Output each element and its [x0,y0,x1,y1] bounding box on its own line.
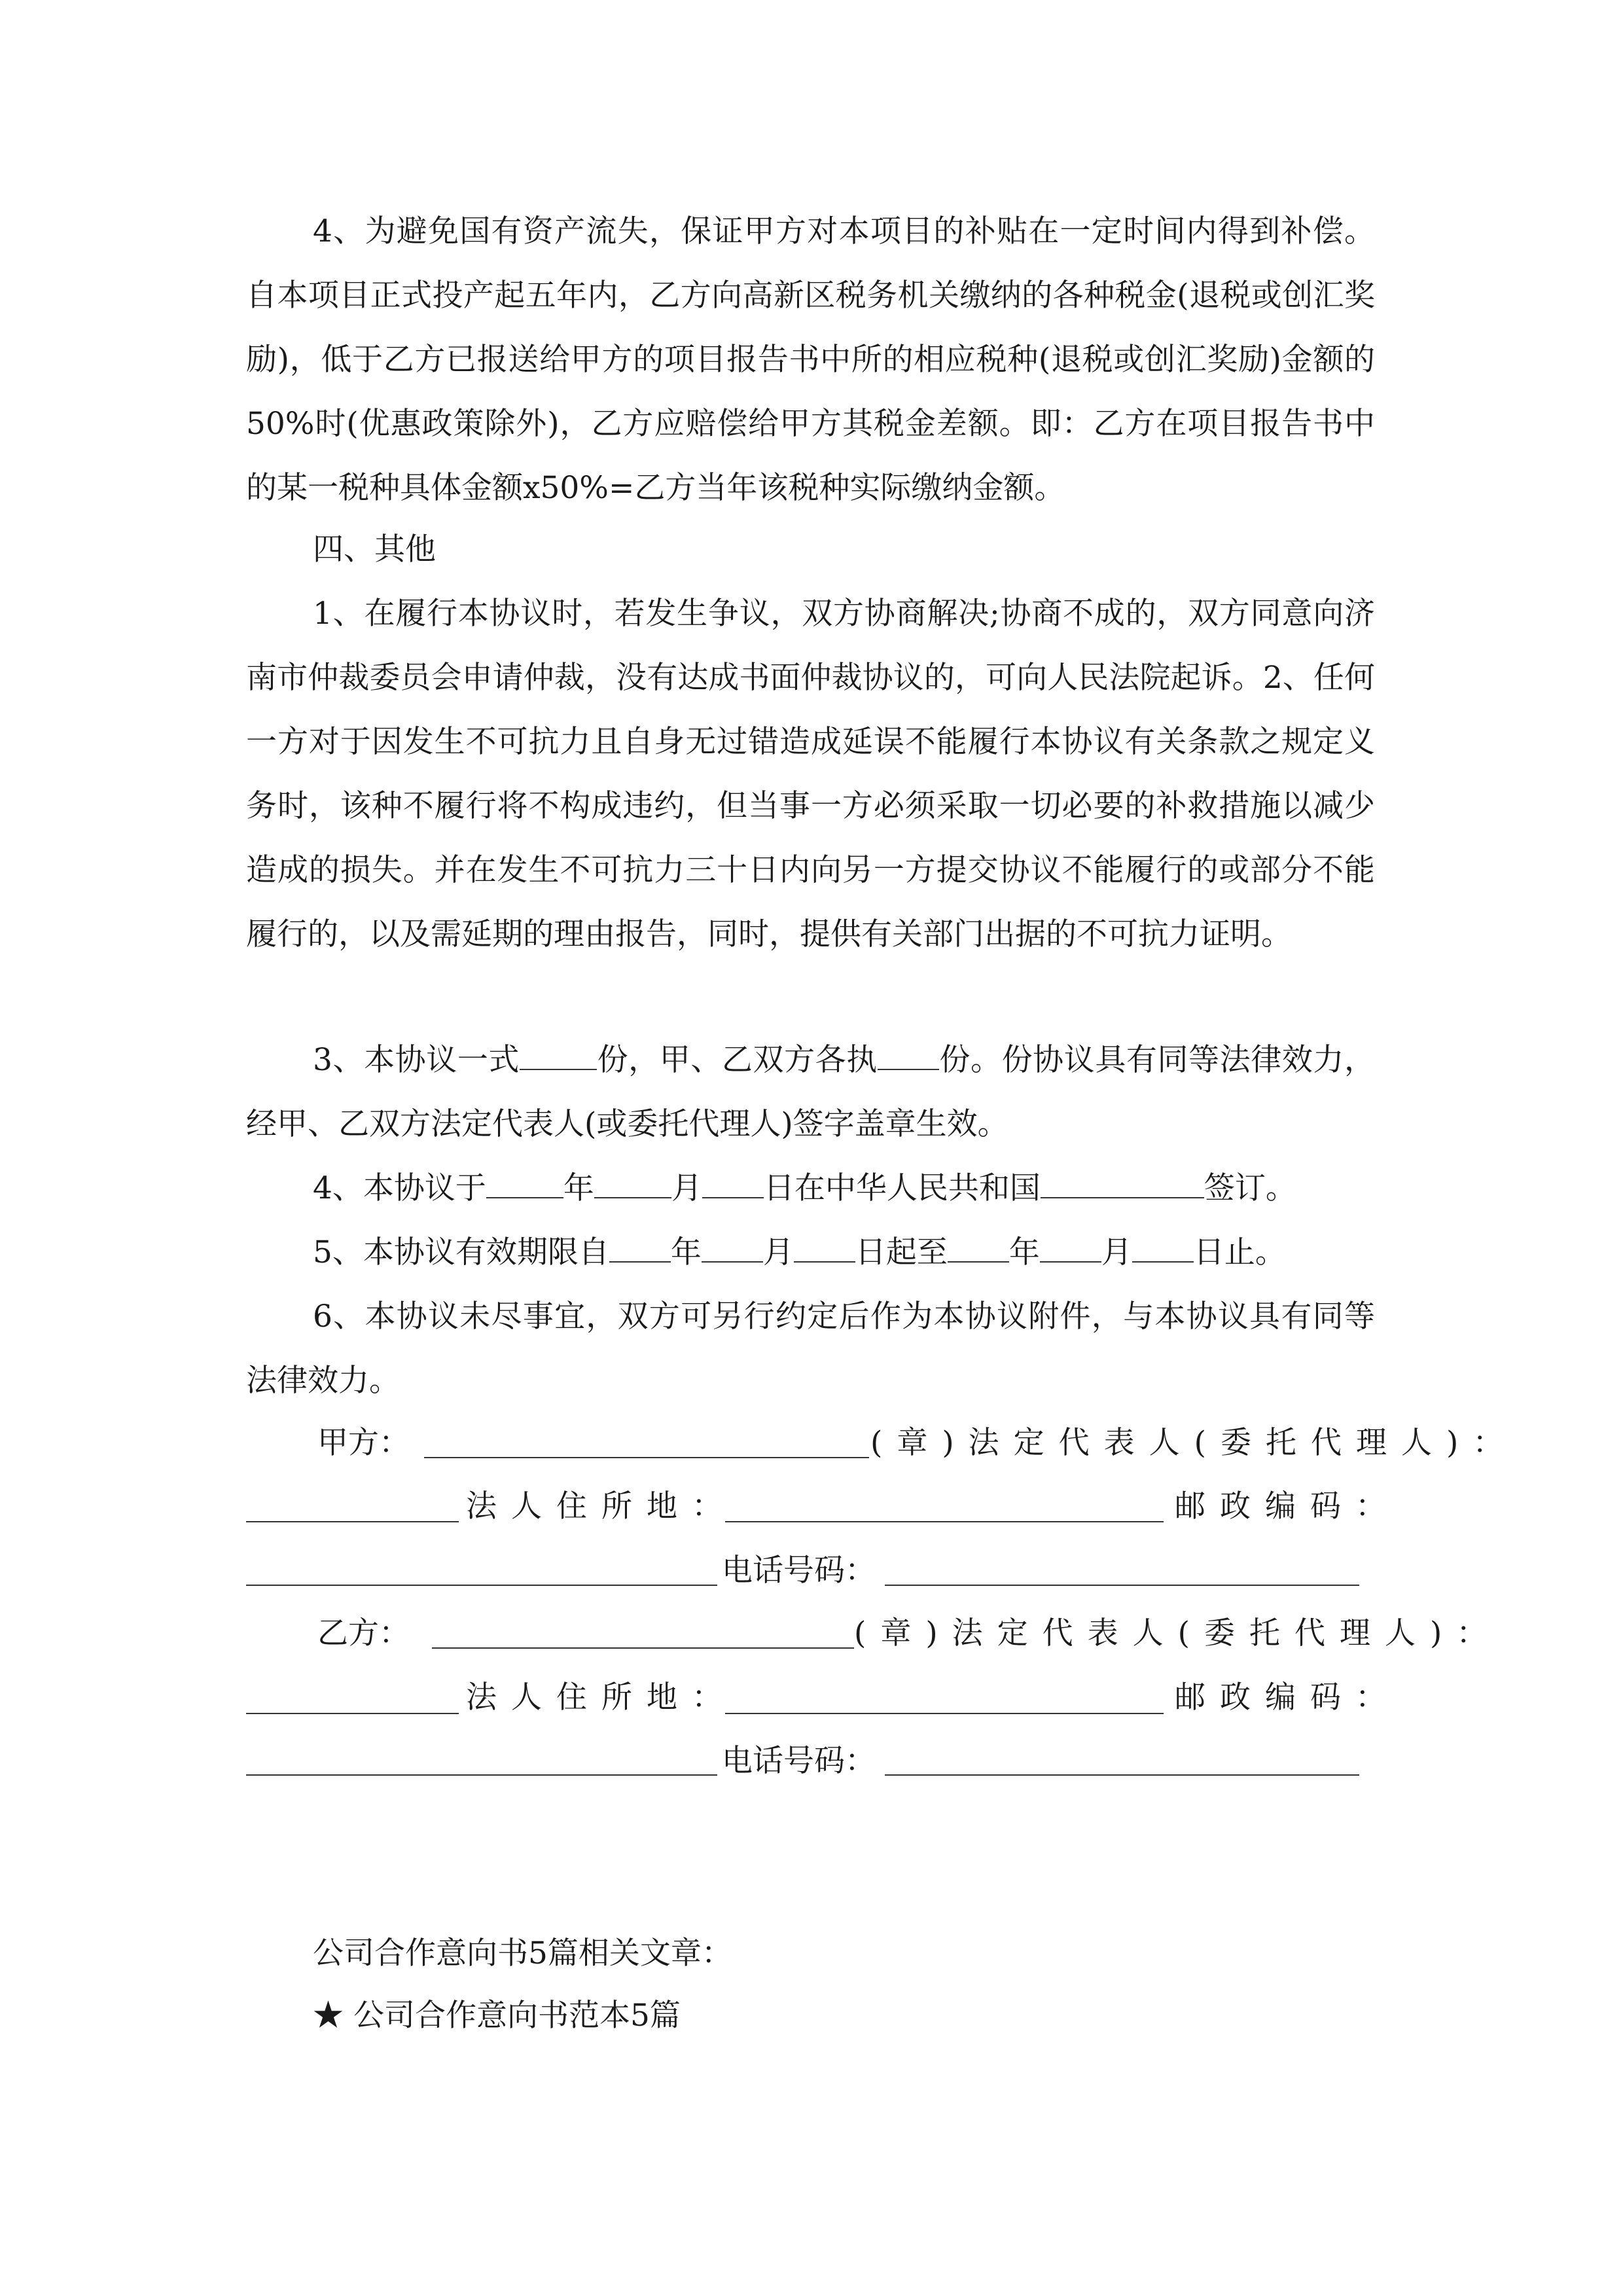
start-month-label: 月 [762,1234,794,1270]
signing-day-label: 日在中华人民共和国 [763,1170,1041,1206]
party-b-rep-field[interactable] [246,1713,459,1714]
party-b-postcode-field[interactable] [246,1774,717,1776]
end-year-label: 年 [1008,1234,1040,1270]
party-a-rep-field[interactable] [246,1521,459,1522]
section-heading-other [246,518,1375,582]
start-day-label: 日起至 [855,1234,948,1270]
party-b-rep-label: (章)法定代表人(委托代理人)： [854,1615,1502,1651]
section-heading-text: 四、其他 [313,531,436,567]
party-b-name-field[interactable] [432,1647,854,1649]
party-a-name-field[interactable] [424,1457,869,1458]
party-b-address-label: 法人住所地： [466,1679,737,1715]
party-b-address-field[interactable] [725,1713,1164,1714]
copies-paragraph [246,1028,1375,1157]
end-day-blank[interactable] [1132,1229,1194,1263]
signing-end-label: 签订。 [1204,1170,1296,1206]
party-a-rep-label: (章)法定代表人(委托代理人)： [870,1425,1518,1461]
copies-text-a: 3、本协议一式 [313,1042,520,1078]
dispute-text: 1、在履行本协议时，若发生争议，双方协商解决;协商不成的，双方同意向济南市仲裁委员会申请仲裁，没有达成书面仲裁协议的，可向人民法院起诉。2、任何一方对于因发生不可抗力且自身无过错造成延误不能履行本协议有关条款之规定义务时，该种不履行将不构成违约，但当事一方必须采取一切必要的补救措施以减少造成的损失。并在发生不可抗力三十日内向另一方提交协议不能履行的或部分不能履行的，以及需延期的理由报告，同时，提供有关部门出据的不可抗力证明。 [246,596,1375,952]
signing-text-a: 4、本协议于 [313,1170,486,1206]
start-year-label: 年 [670,1234,702,1270]
party-a-label: 甲方： [317,1425,410,1461]
start-month-blank[interactable] [702,1229,763,1263]
end-month-blank[interactable] [1040,1229,1101,1263]
party-a-phone-label: 电话号码： [722,1552,876,1588]
party-b-phone-label: 电话号码： [722,1743,876,1779]
party-b-postcode-label: 邮政编码： [1175,1679,1400,1715]
copies-text-c: 份。份协议具有同等法律效力，经甲、乙双方法定代表人(或委托代理人)签字盖章生效。 [246,1042,1376,1142]
signing-year-blank[interactable] [486,1165,563,1198]
end-year-blank[interactable] [948,1229,1009,1263]
party-a-postcode-field[interactable] [246,1585,717,1586]
party-b-phone-field[interactable] [885,1774,1359,1776]
dispute-paragraph [246,582,1375,967]
related-articles-heading: 公司合作意向书5篇相关文章： [313,1935,732,1971]
start-day-blank[interactable] [794,1229,855,1263]
party-a-postcode-label: 邮政编码： [1175,1488,1400,1524]
supplement-text: 6、本协议未尽事宜，双方可另行约定后作为本协议附件，与本协议具有同等法律效力。 [246,1299,1375,1399]
signing-date-paragraph [246,1157,1375,1221]
copies-blank[interactable] [520,1037,597,1070]
signing-year-label: 年 [563,1170,594,1206]
party-a-address-label: 法人住所地： [466,1488,737,1524]
party-a-address-field[interactable] [725,1521,1164,1522]
copies-text-b: 份，甲、乙双方各执 [597,1042,878,1078]
validity-paragraph [246,1221,1375,1285]
tax-compensation-text: 4、为避免国有资产流失，保证甲方对本项目的补贴在一定时间内得到补偿。自本项目正式投产起五年内，乙方向高新区税务机关缴纳的各种税金(退税或创汇奖励)，低于乙方已报送给甲方的项目报告书中所的相应税种(退税或创汇奖励)金额的50%时(优惠政策除外)，乙方应赔偿给甲方其税金差额。即：乙方在项目报告书中的某一税种具体金额x50%=乙方当年该税种实际缴纳金额。 [246,213,1375,506]
signing-day-blank[interactable] [702,1165,764,1198]
signing-month-label: 月 [671,1170,702,1206]
signing-place-blank[interactable] [1041,1165,1204,1198]
supplement-paragraph [246,1285,1375,1413]
party-a-phone-field[interactable] [885,1585,1359,1586]
start-year-blank[interactable] [609,1229,671,1263]
each-copies-blank[interactable] [878,1037,939,1070]
tax-compensation-paragraph [246,200,1375,520]
signing-month-blank[interactable] [594,1165,671,1198]
validity-text-a: 5、本协议有效期限自 [313,1234,609,1270]
end-month-label: 月 [1101,1234,1132,1270]
related-article-link[interactable]: ★ 公司合作意向书范本5篇 [313,1998,681,2034]
end-day-label: 日止。 [1193,1234,1286,1270]
party-b-label: 乙方： [317,1615,410,1651]
